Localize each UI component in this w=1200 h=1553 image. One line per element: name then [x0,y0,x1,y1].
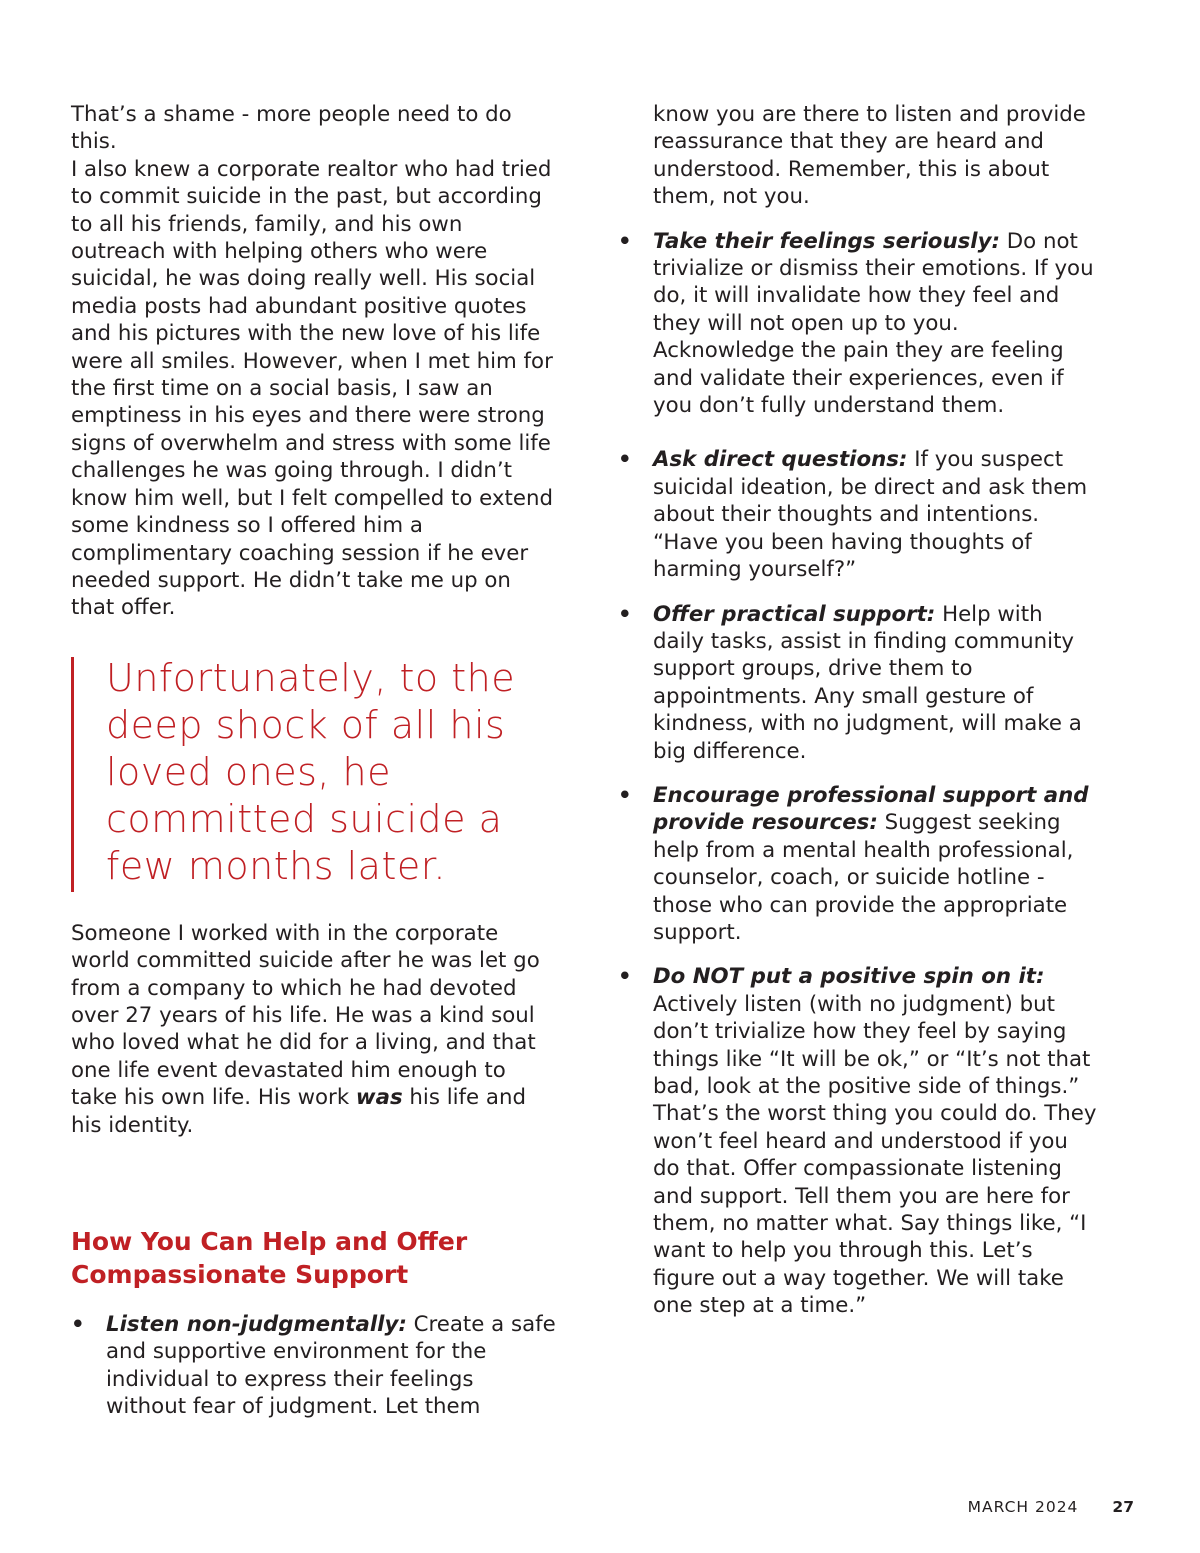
bullet-icon: • [71,1311,85,1337]
pull-quote-rule [71,657,74,892]
bullet-continuation: know you are there to listen and provide reassurance that they are heard and understood. Remember, this is about them, not you. [653,102,1086,210]
bullet-item-feelings [618,228,1098,420]
pull-quote [71,655,556,890]
paragraph-realtor: I also knew a corporate realtor who had tried to commit suicide in the past, but according to all his friends, family, and his own outreach with helping others who were suicidal, he was doing really well. His social media posts had abundant positive quotes and his pictures with the new love of his life were all smiles. However, when I met him for the first time on a social basis, I saw an emptiness in his eyes and there were strong signs of overwhelm and stress with some life challenges he was going through. I didn’t know him well, but I felt compelled to extend some kindness so I offered him a complimentary coaching session if he ever needed support. He didn’t take me up on that offer. [71,156,553,621]
bullet-lead: Do NOT put a positive spin on it: [653,964,1045,990]
paragraph-shame: That’s a shame - more people need to do this. [71,102,512,155]
paragraph-coworker-part2: his life and his identity. [71,1085,526,1138]
bullet-list-left [71,1311,556,1421]
bullet-icon: • [618,964,632,990]
bullet-text: If you suspect suicidal ideation, be direct and ask them about their thoughts and intentions. “Have you been having thoughts of harming yourself?” [653,447,1088,583]
section-heading: How You Can Help and Offer Compassionate Support [71,1226,468,1289]
issue-date: MARCH 2024 [967,1498,1079,1516]
bullet-text: Actively listen (with no judgment) but don’t trivialize how they feel by saying things like “It will be ok,” or “It’s not that bad, look at the positive side of things.” That’s the worst thing you could do. They won’t feel heard and understood if you do that. Offer compassionate listening and support. Tell them you are here for them, no matter what. Say things like, “I want to help you through this. Let’s figure out a way together. We will take one step at a time.” [653,991,1097,1319]
left-column [71,101,556,1421]
right-column [618,101,1098,1320]
bullet-text: Suggest seeking help from a mental health professional, counselor, coach, or suicide hotline - those who can provide the appropriate support. [653,810,1074,945]
bullet-lead: Offer practical support: [653,601,936,627]
bullet-lead: Encourage professional support and provide resources: [653,782,1089,836]
page-number: 27 [1112,1498,1134,1516]
bullet-icon: • [618,601,632,627]
bullet-text: Create a safe and supportive environment for the individual to express their feelings without fear of judgment. Let them [106,1311,556,1420]
bullet-icon: • [618,782,632,808]
bullet-item-professional [618,782,1098,946]
bullet-lead: Take their feelings seriously: [653,228,1000,254]
bullet-item-listen [71,1311,556,1421]
paragraph-coworker [71,920,556,1139]
bullet-item-practical [618,601,1098,765]
paragraph-coworker-part1: Someone I worked with in the corporate world committed suicide after he was let go from a company to which he had devoted over 27 years of his life. He was a kind soul who loved what he did for a living, and that one life event devastated him enough to take his own life. His work [71,920,540,1111]
pull-quote-text: Unfortunately, to the deep shock of all his loved ones, he committed suicide a few months later. [106,655,516,888]
bullet-icon: • [618,447,632,473]
bullet-item-questions [618,446,1098,583]
bullet-list-right [618,228,1098,1320]
page-footer [968,1497,1134,1517]
bullet-icon: • [618,228,632,254]
bullet-lead: Ask direct questions: [653,447,908,473]
bullet-item-positive-spin [618,963,1098,1319]
bullet-text: Do not trivialize or dismiss their emotions. If you do, it will invalidate how they feel and they will not open up to you. Acknowledge the pain they are feeling and validate their experiences, even if you don’t fully understand them. [653,228,1094,419]
bullet-lead: Listen non-judgmentally: [106,1311,407,1337]
bullet-text: Help with daily tasks, assist in finding community support groups, drive them to appointments. Any small gesture of kindness, with no judgment, will make a big difference. [653,601,1082,764]
paragraph-coworker-emphasis: was [355,1085,403,1111]
